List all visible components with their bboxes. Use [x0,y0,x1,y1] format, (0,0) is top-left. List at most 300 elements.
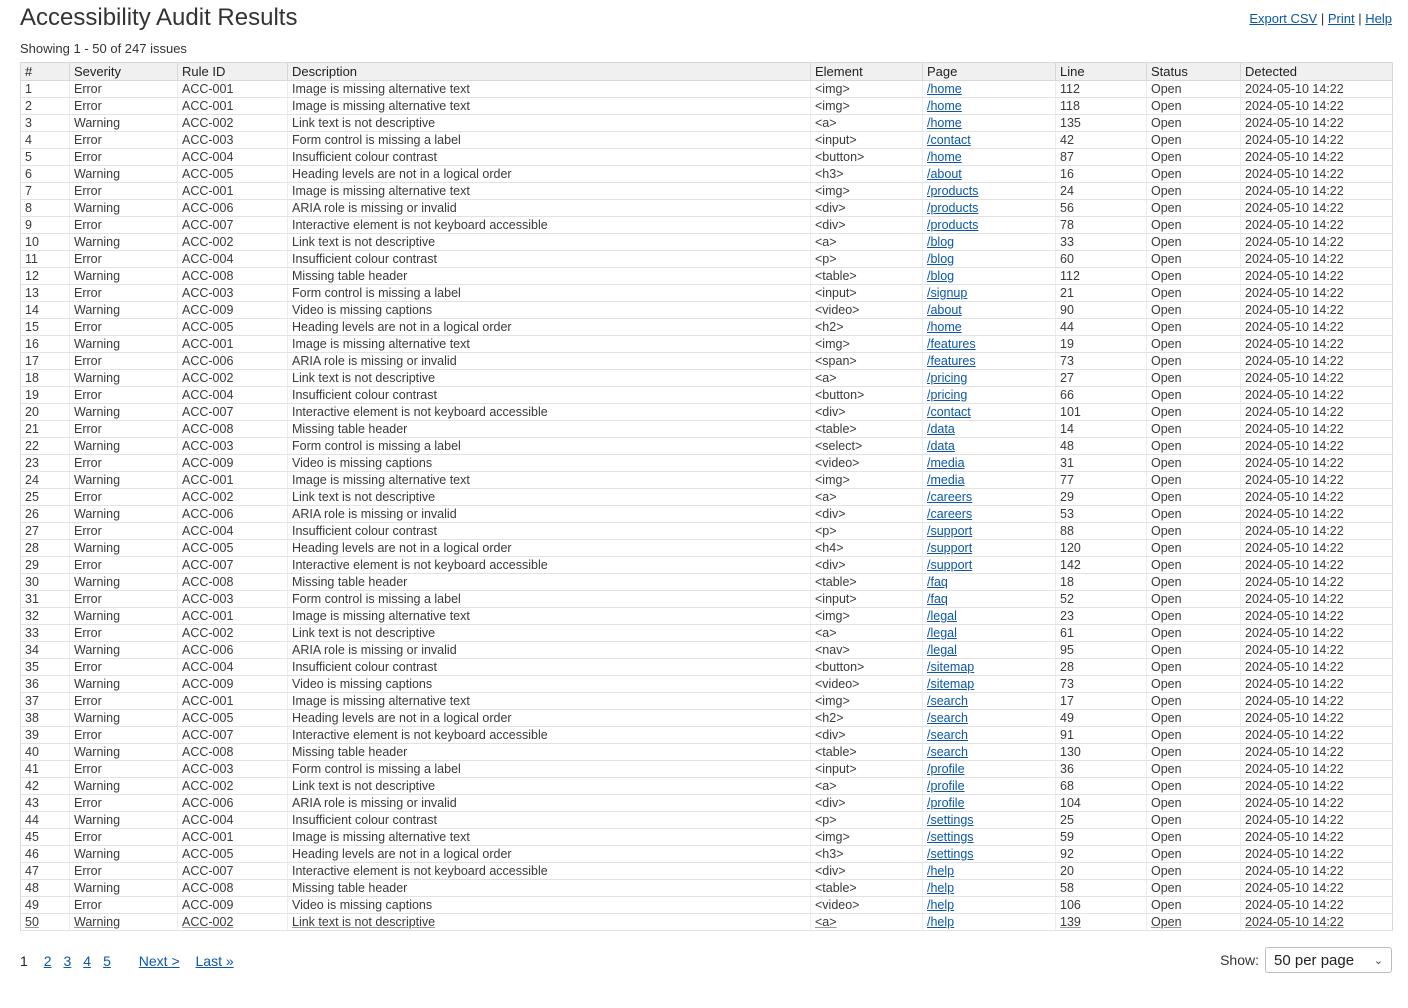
table-cell [923,676,1056,693]
table-cell: 42 [1056,132,1147,149]
table-cell: 2024-05-10 14:22 [1241,880,1393,897]
page-path-link[interactable]: /data [927,422,955,436]
page-path-link[interactable]: /settings [927,847,974,861]
page-path-link[interactable]: /legal [927,609,957,623]
table-cell: <a> [811,914,923,931]
table-cell: Open [1147,812,1241,829]
table-cell: Open [1147,251,1241,268]
table-cell: <img> [811,183,923,200]
page-path-link[interactable]: /faq [927,592,948,606]
table-cell [923,574,1056,591]
table-cell: Error [70,659,178,676]
table-cell: ACC-004 [178,659,288,676]
table-row [21,455,1393,472]
table-cell: 17 [21,353,70,370]
table-cell: Open [1147,778,1241,795]
table-cell: 130 [1056,744,1147,761]
table-cell: Image is missing alternative text [288,472,811,489]
table-row [21,302,1393,319]
page-path-link[interactable]: /features [927,337,976,351]
table-cell: 2024-05-10 14:22 [1241,812,1393,829]
table-cell: 2024-05-10 14:22 [1241,166,1393,183]
table-row [21,557,1393,574]
table-row [21,132,1393,149]
table-row [21,642,1393,659]
page-path-link[interactable]: /faq [927,575,948,589]
table-cell: 2024-05-10 14:22 [1241,557,1393,574]
table-cell [923,863,1056,880]
table-cell: Open [1147,472,1241,489]
table-cell: <video> [811,302,923,319]
table-cell: Warning [70,115,178,132]
table-cell: 2024-05-10 14:22 [1241,829,1393,846]
page-number-link[interactable]: 5 [103,953,111,969]
table-cell: <img> [811,81,923,98]
table-cell: Open [1147,302,1241,319]
table-row [21,846,1393,863]
table-cell: 2024-05-10 14:22 [1241,353,1393,370]
table-cell: ARIA role is missing or invalid [288,795,811,812]
table-cell: ACC-004 [178,812,288,829]
table-cell: <nav> [811,642,923,659]
table-cell: 2024-05-10 14:22 [1241,251,1393,268]
table-cell: 33 [21,625,70,642]
page-path-link[interactable]: /home [927,99,962,113]
help-link[interactable]: Help [1365,11,1392,26]
table-row [21,727,1393,744]
table-row [21,744,1393,761]
action-separator: | [1358,11,1362,26]
page-path-link[interactable]: /profile [927,779,965,793]
table-cell: 47 [21,863,70,880]
table-cell: 27 [21,523,70,540]
column-header: Page [923,63,1056,81]
table-cell: 23 [21,455,70,472]
page-number-link[interactable]: 2 [43,953,52,969]
table-cell: Warning [70,166,178,183]
page-path-link[interactable]: /blog [927,252,955,266]
page-path-link[interactable]: /help [927,915,955,929]
table-cell: ACC-006 [178,353,288,370]
page-path-link[interactable]: /legal [927,643,957,657]
table-cell: 2024-05-10 14:22 [1241,115,1393,132]
table-row [21,472,1393,489]
table-cell: 104 [1056,795,1147,812]
table-cell: 106 [1056,897,1147,914]
page-path-link[interactable]: /support [927,524,973,538]
table-cell: 58 [1056,880,1147,897]
page-number-link[interactable]: 3 [63,953,72,969]
table-cell: Open [1147,914,1241,931]
table-row [21,710,1393,727]
page-path-link[interactable]: /settings [927,813,974,827]
results-summary: Showing 1 - 50 of 247 issues [20,41,187,56]
table-cell: Error [70,523,178,540]
table-cell: 2024-05-10 14:22 [1241,489,1393,506]
table-cell: ACC-009 [178,302,288,319]
table-cell: <video> [811,897,923,914]
table-cell: 10 [21,234,70,251]
table-cell: Error [70,132,178,149]
table-cell: Open [1147,200,1241,217]
table-cell [923,846,1056,863]
table-cell: 91 [1056,727,1147,744]
table-cell: 2024-05-10 14:22 [1241,506,1393,523]
table-cell: 2024-05-10 14:22 [1241,693,1393,710]
table-row [21,166,1393,183]
table-cell: Open [1147,115,1241,132]
table-cell: 2 [21,98,70,115]
page-path-link[interactable]: /about [927,167,962,181]
table-cell: Heading levels are not in a logical order [288,846,811,863]
table-cell [923,812,1056,829]
table-cell: Form control is missing a label [288,761,811,778]
table-cell: Open [1147,659,1241,676]
table-cell: 68 [1056,778,1147,795]
table-cell: 2024-05-10 14:22 [1241,370,1393,387]
issues-table [20,62,1393,931]
table-cell: ACC-008 [178,574,288,591]
table-cell: <div> [811,200,923,217]
table-cell: Image is missing alternative text [288,829,811,846]
table-cell: Insufficient colour contrast [288,812,811,829]
page-path-link[interactable]: /legal [927,626,957,640]
page-path-link[interactable]: /contact [927,133,971,147]
table-cell: <p> [811,812,923,829]
table-cell: Missing table header [288,744,811,761]
table-cell: <input> [811,132,923,149]
page-path-link[interactable]: /careers [927,507,973,521]
table-cell: 112 [1056,268,1147,285]
table-cell: Warning [70,370,178,387]
table-cell: ACC-001 [178,81,288,98]
table-cell: <h2> [811,319,923,336]
page-path-link[interactable]: /search [927,711,968,725]
page-number-link[interactable]: 4 [83,953,92,969]
table-cell [923,472,1056,489]
table-cell: 45 [21,829,70,846]
table-cell: <div> [811,557,923,574]
pagination [20,953,246,969]
table-cell: Open [1147,387,1241,404]
table-cell: <img> [811,693,923,710]
table-cell: ACC-005 [178,710,288,727]
per-page-control [1220,947,1392,973]
column-header: Description [288,63,811,81]
table-cell: 14 [21,302,70,319]
table-cell: 24 [1056,183,1147,200]
table-cell: <img> [811,336,923,353]
table-cell: Warning [70,574,178,591]
table-cell [923,540,1056,557]
table-cell [923,438,1056,455]
table-cell: Open [1147,880,1241,897]
page-path-link[interactable]: /search [927,745,968,759]
export-csv-link[interactable]: Export CSV [1249,11,1318,26]
table-row [21,608,1393,625]
table-cell: 2024-05-10 14:22 [1241,778,1393,795]
table-cell: <h4> [811,540,923,557]
table-cell: <button> [811,149,923,166]
table-cell: <select> [811,438,923,455]
page-path-link[interactable]: /careers [927,490,973,504]
table-cell: 36 [21,676,70,693]
table-cell: 28 [21,540,70,557]
page-path-link[interactable]: /pricing [927,388,968,402]
table-cell: ACC-005 [178,846,288,863]
table-cell: Open [1147,863,1241,880]
table-cell [923,302,1056,319]
table-row [21,115,1393,132]
table-cell: Link text is not descriptive [288,914,811,931]
column-header: # [21,63,70,81]
page-current: 1 [20,953,28,969]
page-links [44,953,123,969]
table-cell: 2024-05-10 14:22 [1241,217,1393,234]
column-header: Line [1056,63,1147,81]
table-row [21,251,1393,268]
table-cell: Error [70,795,178,812]
table-cell: 52 [1056,591,1147,608]
table-cell: <table> [811,421,923,438]
table-cell: <div> [811,404,923,421]
table-row [21,421,1393,438]
table-cell: ACC-008 [178,880,288,897]
table-cell: Open [1147,404,1241,421]
page-path-link[interactable]: /search [927,694,968,708]
page-path-link[interactable]: /signup [927,286,968,300]
table-cell [923,98,1056,115]
table-cell: 44 [21,812,70,829]
table-cell [923,523,1056,540]
table-cell: 19 [1056,336,1147,353]
table-cell: ACC-003 [178,285,288,302]
page-path-link[interactable]: /products [927,218,979,232]
table-cell: Warning [70,642,178,659]
chevron-down-icon: ⌄ [1373,954,1383,967]
table-cell [923,693,1056,710]
table-cell: ACC-005 [178,319,288,336]
table-cell: Open [1147,336,1241,353]
page-path-link[interactable]: /media [927,456,965,470]
table-cell: 30 [21,574,70,591]
last-page-link[interactable]: Last » [195,953,234,969]
table-cell: Link text is not descriptive [288,778,811,795]
page-path-link[interactable]: /profile [927,796,965,810]
page-path-link[interactable]: /products [927,184,979,198]
page-path-link[interactable]: /search [927,728,968,742]
table-row [21,200,1393,217]
table-cell [923,166,1056,183]
table-cell [923,506,1056,523]
table-cell: 9 [21,217,70,234]
per-page-select[interactable] [1265,947,1392,973]
table-cell [923,336,1056,353]
table-cell [923,642,1056,659]
table-cell: 142 [1056,557,1147,574]
table-cell: ACC-008 [178,268,288,285]
table-cell: Link text is not descriptive [288,234,811,251]
table-cell: 73 [1056,353,1147,370]
table-cell: <input> [811,591,923,608]
table-cell: Open [1147,574,1241,591]
table-cell [923,319,1056,336]
table-cell: 2024-05-10 14:22 [1241,608,1393,625]
table-row [21,183,1393,200]
table-cell [923,778,1056,795]
table-cell: Open [1147,846,1241,863]
table-cell: 49 [1056,710,1147,727]
table-cell: <a> [811,625,923,642]
page-path-link[interactable]: /pricing [927,371,968,385]
table-cell: 26 [21,506,70,523]
table-cell: <a> [811,115,923,132]
page-path-link[interactable]: /help [927,898,955,912]
print-link[interactable]: Print [1327,11,1355,26]
table-cell: 60 [1056,251,1147,268]
table-cell: <a> [811,234,923,251]
table-cell: <input> [811,285,923,302]
page-path-link[interactable]: /home [927,150,962,164]
table-cell: Open [1147,353,1241,370]
table-cell: Open [1147,234,1241,251]
table-cell: 2024-05-10 14:22 [1241,183,1393,200]
table-cell: 22 [21,438,70,455]
table-cell: Open [1147,744,1241,761]
table-cell: ACC-005 [178,166,288,183]
page-path-link[interactable]: /media [927,473,965,487]
table-cell: Insufficient colour contrast [288,387,811,404]
table-row [21,863,1393,880]
table-cell: Open [1147,421,1241,438]
page-path-link[interactable]: /blog [927,235,955,249]
page-path-link[interactable]: /support [927,558,973,572]
table-cell: ACC-005 [178,540,288,557]
table-row [21,659,1393,676]
page-path-link[interactable]: /support [927,541,973,555]
table-row [21,880,1393,897]
table-cell [923,710,1056,727]
table-cell: <p> [811,523,923,540]
table-cell: 12 [21,268,70,285]
table-cell: Link text is not descriptive [288,625,811,642]
table-cell [923,370,1056,387]
table-cell: 87 [1056,149,1147,166]
table-cell: ACC-001 [178,829,288,846]
table-cell: 34 [21,642,70,659]
next-page-link[interactable]: Next > [138,953,180,969]
table-row [21,914,1393,931]
table-cell: <h2> [811,710,923,727]
table-cell [923,183,1056,200]
table-cell: ACC-006 [178,642,288,659]
table-cell: 6 [21,166,70,183]
table-cell: 2024-05-10 14:22 [1241,914,1393,931]
table-cell: 2024-05-10 14:22 [1241,421,1393,438]
table-row [21,778,1393,795]
page-path-link[interactable]: /data [927,439,955,453]
table-cell: 2024-05-10 14:22 [1241,676,1393,693]
table-cell [923,489,1056,506]
page-path-link[interactable]: /contact [927,405,971,419]
table-cell [923,149,1056,166]
page-path-link[interactable]: /sitemap [927,660,975,674]
table-row [21,506,1393,523]
table-cell: 35 [21,659,70,676]
table-cell: 2024-05-10 14:22 [1241,98,1393,115]
page-path-link[interactable]: /sitemap [927,677,975,691]
table-row [21,523,1393,540]
table-cell [923,727,1056,744]
table-cell: 101 [1056,404,1147,421]
table-cell: ACC-009 [178,897,288,914]
table-cell: Error [70,829,178,846]
table-cell: 48 [21,880,70,897]
table-cell: ACC-003 [178,591,288,608]
page-path-link[interactable]: /home [927,116,962,130]
table-cell: 40 [21,744,70,761]
page-path-link[interactable]: /help [927,864,955,878]
table-cell: 31 [1056,455,1147,472]
table-cell: 20 [1056,863,1147,880]
page-path-link[interactable]: /home [927,320,962,334]
page-path-link[interactable]: /profile [927,762,965,776]
table-cell: <video> [811,676,923,693]
page-path-link[interactable]: /products [927,201,979,215]
table-cell [923,591,1056,608]
table-cell: Warning [70,778,178,795]
table-cell: 2024-05-10 14:22 [1241,897,1393,914]
page-path-link[interactable]: /about [927,303,962,317]
table-cell: Open [1147,438,1241,455]
page-path-link[interactable]: /settings [927,830,974,844]
page-path-link[interactable]: /features [927,354,976,368]
table-cell: Open [1147,370,1241,387]
table-cell: Open [1147,455,1241,472]
table-cell: Video is missing captions [288,676,811,693]
per-page-label: Show: [1220,952,1259,968]
table-cell: Video is missing captions [288,455,811,472]
table-row [21,387,1393,404]
table-cell: 17 [1056,693,1147,710]
table-cell: 2024-05-10 14:22 [1241,149,1393,166]
table-cell: ACC-004 [178,523,288,540]
table-header-row [21,63,1393,81]
table-cell [923,285,1056,302]
table-row [21,217,1393,234]
table-cell: 2024-05-10 14:22 [1241,132,1393,149]
table-cell: <h3> [811,846,923,863]
table-cell: Link text is not descriptive [288,370,811,387]
page-path-link[interactable]: /home [927,82,962,96]
page-path-link[interactable]: /help [927,881,955,895]
table-cell: Form control is missing a label [288,132,811,149]
table-cell: Open [1147,693,1241,710]
table-cell: 8 [21,200,70,217]
table-cell: 18 [21,370,70,387]
table-cell: Warning [70,302,178,319]
table-cell: 2024-05-10 14:22 [1241,863,1393,880]
table-cell: <div> [811,863,923,880]
table-cell: Warning [70,846,178,863]
table-cell: <button> [811,387,923,404]
page-path-link[interactable]: /blog [927,269,955,283]
table-cell: Error [70,727,178,744]
table-cell: 2024-05-10 14:22 [1241,319,1393,336]
action-separator: | [1320,11,1325,26]
table-cell: Insufficient colour contrast [288,659,811,676]
table-cell: Image is missing alternative text [288,608,811,625]
